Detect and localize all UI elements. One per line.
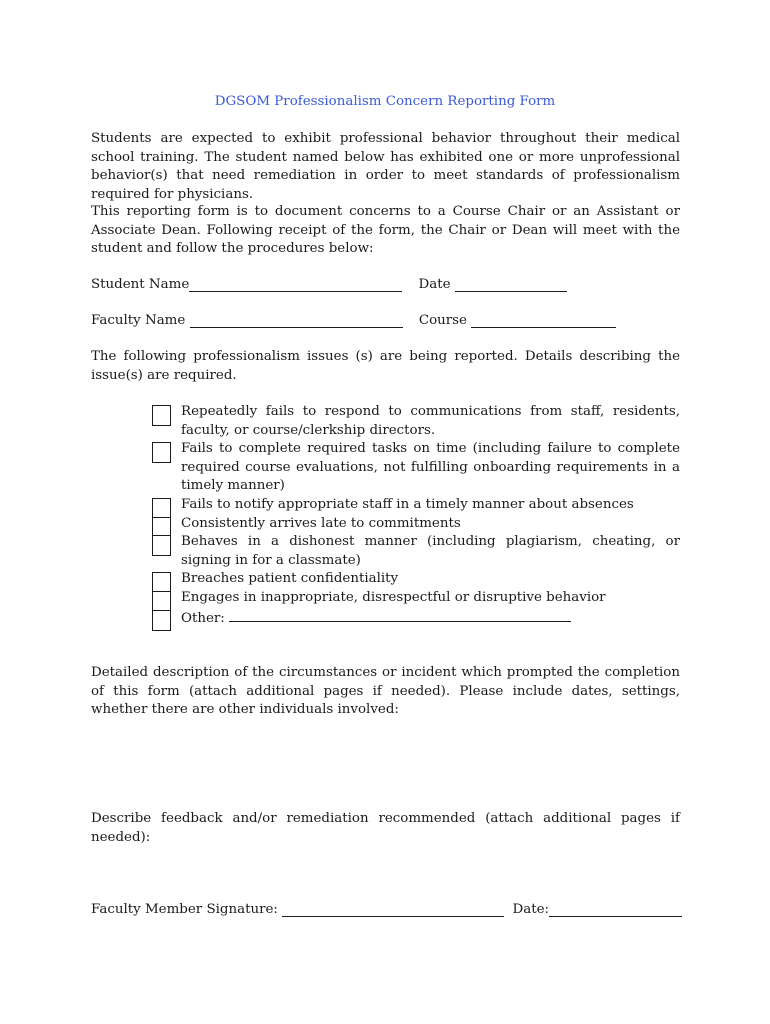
issues-checklist: [152, 403, 680, 628]
issue-label: Breaches patient confidentiality: [181, 571, 399, 587]
other-field[interactable]: [229, 608, 571, 622]
purpose-paragraph: This reporting form is to document concerns to a Course Chair or an Assistant or Associate Dean. Following receipt of the form, the Chair or Dean will meet with the student and follow the procedures below:: [91, 204, 680, 257]
issues-paragraph: The following professionalism issues (s) are being reported. Details describing the issue(s) are required.: [91, 349, 680, 383]
date-label: Date: [418, 277, 451, 292]
issue-item: [152, 570, 680, 589]
issue-checkbox[interactable]: [152, 405, 171, 426]
signature-date-label: Date:: [512, 902, 550, 917]
issue-label: Engages in inappropriate, disrespectful or disruptive behavior: [181, 589, 606, 605]
issue-label: Behaves in a dishonest manner (including plagiarism, cheating, or signing in for a classmate): [181, 534, 680, 568]
student-name-field[interactable]: [189, 277, 402, 292]
form-title: DGSOM Professionalism Concern Reporting Form: [214, 94, 556, 109]
feedback-paragraph: Describe feedback and/or remediation recommended (attach additional pages if needed):: [91, 811, 680, 845]
faculty-course-row: [91, 312, 616, 332]
issue-item: [152, 533, 680, 570]
issue-item-other: [152, 608, 680, 629]
issue-label: Repeatedly fails to respond to communications from staff, residents, faculty, or course/clerkship directors.: [181, 404, 680, 438]
signature-field[interactable]: [282, 902, 504, 917]
issue-checkbox[interactable]: [152, 610, 171, 631]
issue-item: [152, 589, 680, 608]
signature-row: [91, 901, 682, 921]
signature-label: Faculty Member Signature:: [91, 902, 278, 917]
student-name-label: Student Name: [91, 277, 190, 292]
signature-date-field[interactable]: [549, 902, 682, 917]
description-paragraph: Detailed description of the circumstances or incident which prompted the completion of this form (attach additional pages if needed). Please include dates, settings, whether there are other individuals involved:: [91, 665, 680, 718]
issue-checkbox[interactable]: [152, 442, 171, 463]
faculty-name-field[interactable]: [190, 313, 403, 328]
course-field[interactable]: [471, 313, 616, 328]
issue-item: [152, 440, 680, 496]
issue-label: Fails to notify appropriate staff in a timely manner about absences: [181, 496, 634, 512]
issue-item: [152, 515, 680, 534]
issue-label: Other:: [181, 610, 225, 626]
student-date-row: [91, 276, 567, 296]
faculty-name-label: Faculty Name: [91, 313, 186, 328]
issue-label: Consistently arrives late to commitments: [181, 515, 461, 531]
issue-label: Fails to complete required tasks on time (including failure to complete required course evaluations, not fulfilling onboarding requirements in a timely manner): [181, 441, 680, 494]
issue-checkbox[interactable]: [152, 535, 171, 556]
issue-item: [152, 403, 680, 440]
intro-paragraph: Students are expected to exhibit professional behavior throughout their medical school training. The student named below has exhibited one or more unprofessional behavior(s) that need remediation in order to meet standards of professionalism required for physicians.: [91, 131, 680, 202]
course-label: Course: [418, 313, 467, 328]
issue-item: [152, 496, 680, 515]
date-field[interactable]: [455, 277, 567, 292]
